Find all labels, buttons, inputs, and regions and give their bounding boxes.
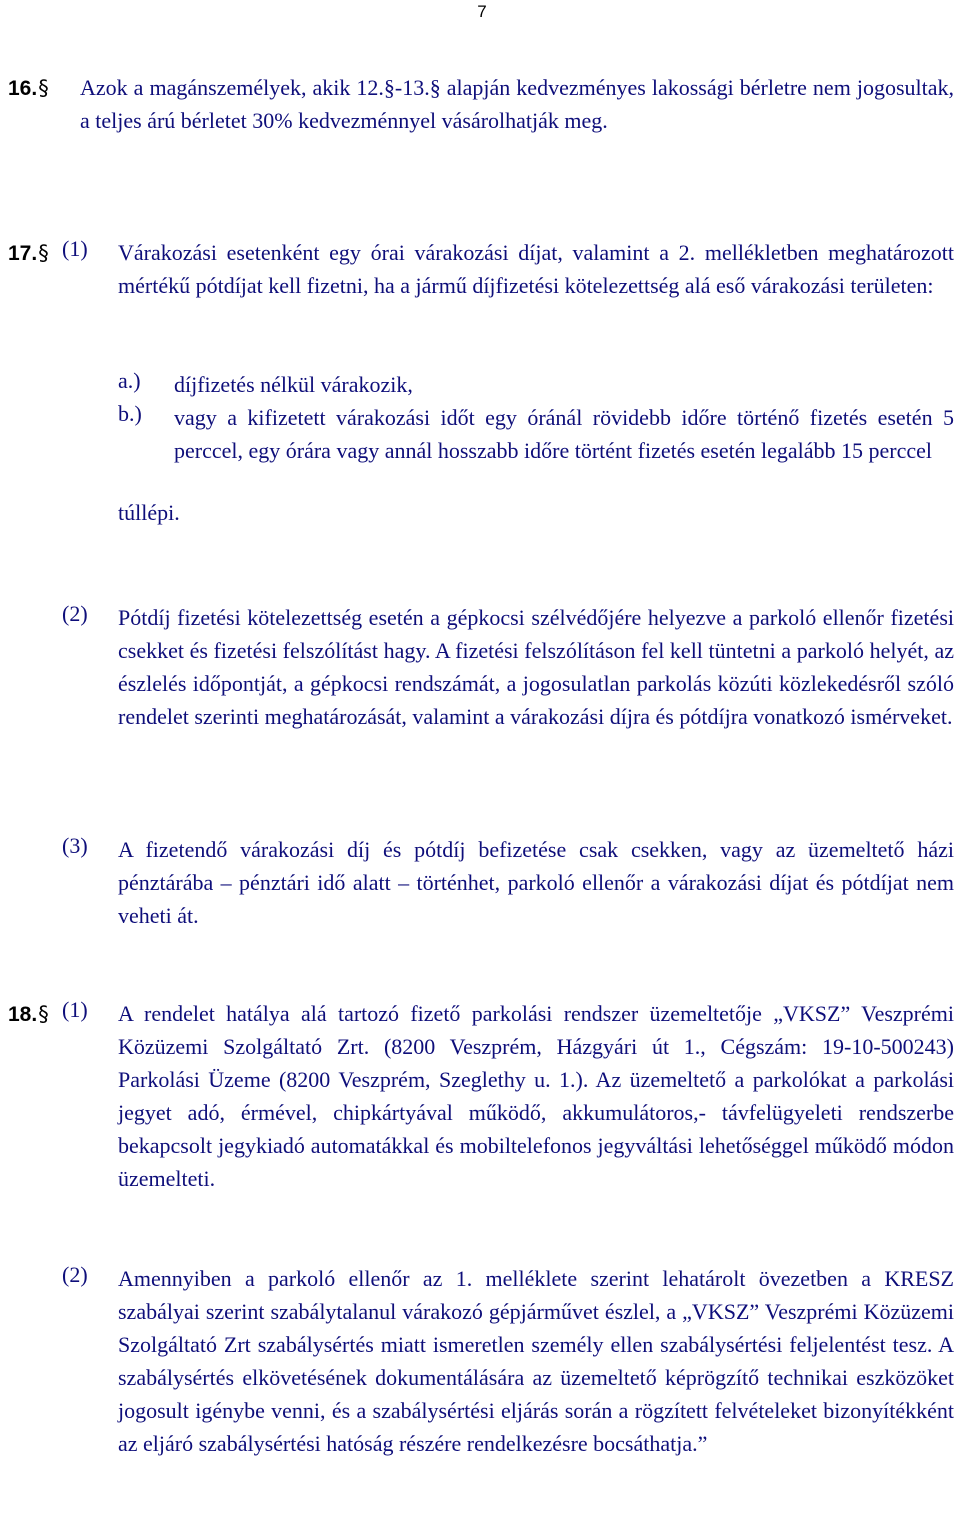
- section-18-label: 18.§: [8, 1002, 49, 1026]
- s17-p2-text: Pótdíj fizetési kötelezettség esetén a gépkocsi szélvédőjére helyezve a parkoló ellenőr fizetési csekket és fizetési felszólítást hagy. A fizetési felszólításon fel kell tüntetni a parkoló helyét, az észlelés időpontját, a gépkocsi rendszámát, a jogosulatlan parkolás közúti közlekedésről szóló rendelet szerinti meghatározását, valamint a várakozási díjra és pótdíjra vonatkozó ismérveket.: [118, 605, 954, 729]
- section-sign: §: [38, 76, 49, 100]
- s17-item-b-text: vagy a kifizetett várakozási időt egy óránál rövidebb időre történő fizetés esetén 5 perccel, egy órára vagy annál hosszabb időre történt fizetés esetén legalább 15 perccel: [174, 405, 954, 463]
- s17-item-a-label: a.): [118, 368, 141, 393]
- s17-p3-text: A fizetendő várakozási díj és pótdíj befizetése csak csekken, vagy az üzemeltető házi pénztárába – pénztári idő alatt – történhet, parkoló ellenőr a várakozási díjat és pótdíjat nem veheti át.: [118, 837, 954, 928]
- s18-p1-text: A rendelet hatálya alá tartozó fizető parkolási rendszer üzemeltetője „VKSZ” Veszprémi Közüzemi Szolgáltató Zrt. (8200 Veszprém, Házgyári út 1., Cégszám: 19-10-500243) Parkolási Üzeme (8200 Veszprém, Szeglethy u. 1.). Az üzemeltető a parkolókat a parkolási jegyet adó, érmével, chipkártyával működő, akkumulátoros,- távfelügyeleti rendszerbe bekapcsolt jegykiadó automatákkal és mobiltelefonos jegyváltási lehetőséggel működő módon üzemelteti.: [118, 1001, 954, 1191]
- page-number: 7: [477, 2, 487, 21]
- s17-item-a-text: díjfizetés nélkül várakozik,: [174, 372, 413, 397]
- s17-p1-number: (1): [62, 236, 88, 261]
- s18-p2-number: (2): [62, 1262, 88, 1287]
- s18-p2-text: Amennyiben a parkoló ellenőr az 1. melléklete szerint lehatárolt övezetben a KRESZ szabályai szerint szabálytalanul várakozó gépjárművet észlel, a „VKSZ” Veszprémi Közüzemi Szolgáltató Zrt szabálysértés miatt ismeretlen személy ellen szabálysértési feljelentést tesz. A szabálysértés elkövetésének dokumentálására az üzemeltető képrögzítő technikai eszközöket jogosult igénybe venni, és a szabálysértési eljárás során a rögzített felvételeket bizonyítékként az eljáró szabálysértési hatóság részére rendelkezésre bocsáthatja.”: [118, 1266, 954, 1456]
- section-sign: §: [38, 1002, 49, 1026]
- section-16-label: 16.§: [8, 76, 49, 100]
- s17-p1-text: Várakozási esetenként egy órai várakozási díjat, valamint a 2. mellékletben meghatározott mértékű pótdíjat kell fizetni, ha a jármű díjfizetési kötelezettség alá eső várakozási területen:: [118, 240, 954, 298]
- s17-p3-number: (3): [62, 833, 88, 858]
- section-sign: §: [38, 241, 49, 265]
- s17-item-b-label: b.): [118, 401, 142, 426]
- section-16-text-rest: §-13.§ alapján kedvezményes lakossági bérletre nem jogosultak, a teljes árú bérletet 30% kedvezménnyel vásárolhatják meg.: [80, 75, 955, 133]
- s17-p2-number: (2): [62, 601, 88, 626]
- section-16-text-start: Azok a magánszemélyek, akik 12.: [80, 75, 384, 100]
- s17-tail-text: túllépi.: [118, 500, 180, 525]
- s18-p1-number: (1): [62, 997, 88, 1022]
- section-16-text: [80, 71, 954, 137]
- section-17-label: 17.§: [8, 241, 49, 265]
